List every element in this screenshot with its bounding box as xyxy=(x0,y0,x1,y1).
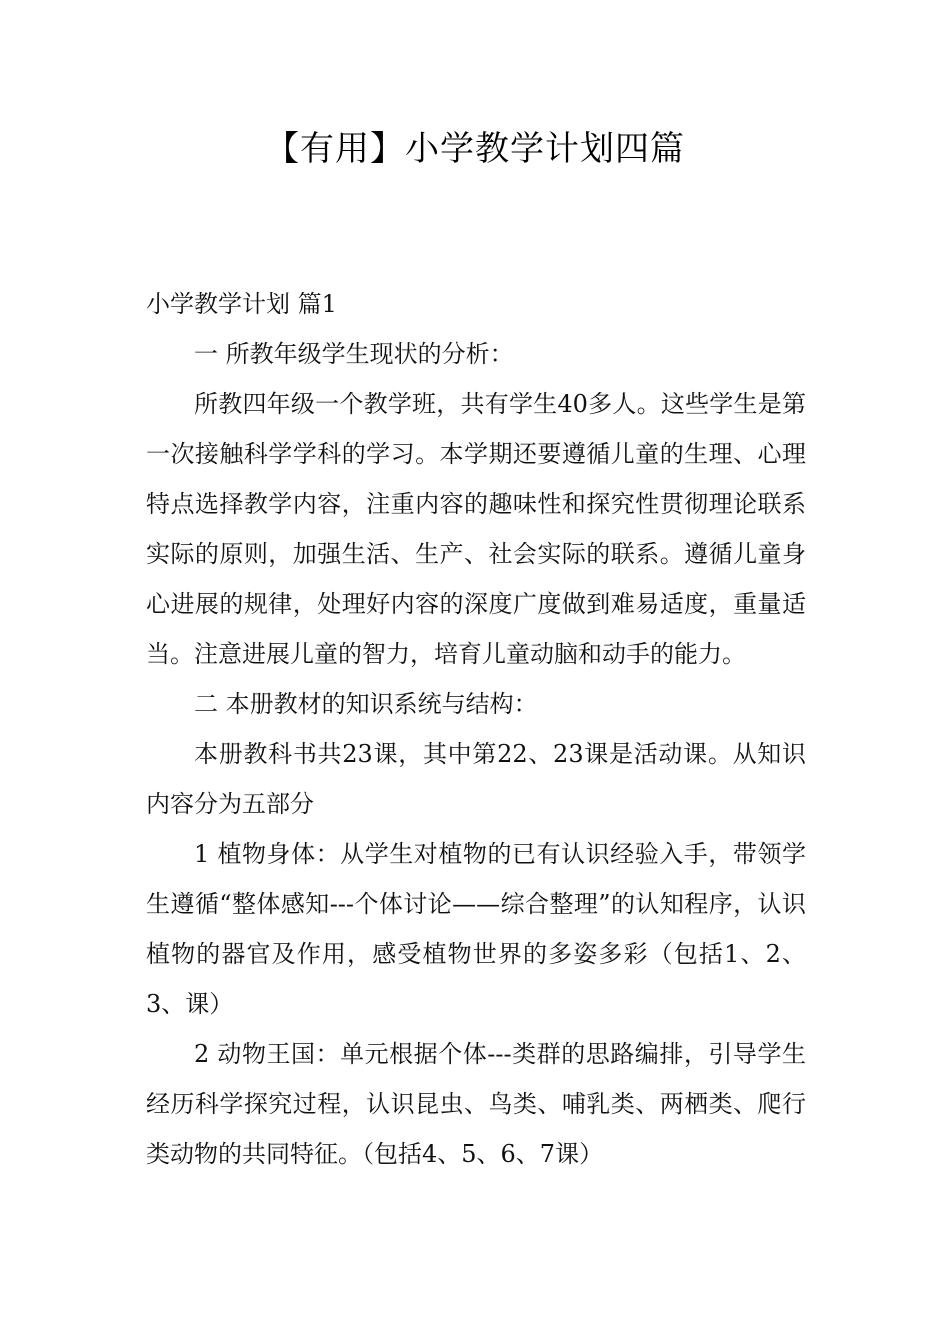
body-paragraph: 2 动物王国：单元根据个体---类群的思路编排，引导学生经历科学探究过程，认识昆虫、鸟类、哺乳类、两栖类、爬行类动物的共同特征。（包括4、5、6、7课） xyxy=(146,1040,806,1168)
section-heading: 小学教学计划 篇1 xyxy=(146,290,337,318)
body-paragraph: 1 植物身体：从学生对植物的已有认识经验入手，带领学生遵循“整体感知---个体讨论——综合整理”的认知程序，认识植物的器官及作用，感受植物世界的多姿多彩（包括1、2、3、课） xyxy=(146,840,806,1018)
subsection-heading: 二 本册教材的知识系统与结构： xyxy=(194,690,538,718)
body-paragraph: 所教四年级一个教学班，共有学生40多人。这些学生是第一次接触科学学科的学习。本学期还要遵循儿童的生理、心理特点选择教学内容，注重内容的趣味性和探究性贯彻理论联系实际的原则，加强生活、生产、社会实际的联系。遵循儿童身心进展的规律，处理好内容的深度广度做到难易适度，重量适当。注意进展儿童的智力，培育儿童动脑和动手的能力。 xyxy=(146,390,806,668)
document-body xyxy=(146,279,806,1179)
subsection-heading: 一 所教年级学生现状的分析： xyxy=(194,340,514,368)
body-paragraph: 本册教科书共23课，其中第22、23课是活动课。从知识内容分为五部分 xyxy=(146,740,806,818)
document-title: 【有用】小学教学计划四篇 xyxy=(265,129,685,169)
